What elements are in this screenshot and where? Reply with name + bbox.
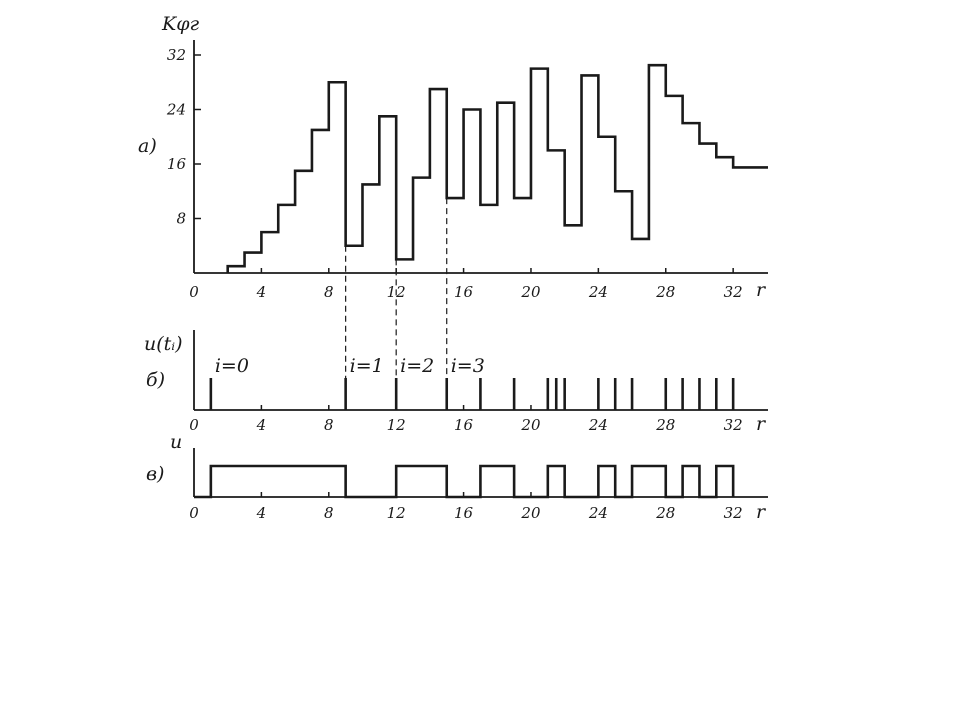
x-tick-label: 32 — [723, 416, 743, 434]
x-tick-label: 4 — [256, 416, 267, 434]
pulse-index-label: i=1 — [349, 355, 384, 377]
y-tick-label: 24 — [166, 100, 186, 119]
x-tick-label: 8 — [324, 283, 334, 301]
x-tick-label: 0 — [189, 283, 199, 301]
y-tick-label: 8 — [176, 209, 186, 228]
panel-a-label: а) — [138, 135, 157, 157]
panel-b-pulse-labels — [215, 355, 485, 377]
x-tick-label: 0 — [189, 504, 199, 522]
x-tick-label: 12 — [386, 504, 406, 522]
panel-a-ylabel: Kφг — [162, 13, 200, 35]
x-tick-label: 28 — [656, 283, 676, 301]
pulse-index-label: i=2 — [400, 355, 435, 377]
x-tick-label: 32 — [723, 283, 743, 301]
x-tick-label: 28 — [656, 504, 676, 522]
panel-b-ylabel: u(tᵢ) — [144, 333, 183, 355]
x-tick-label: 12 — [386, 416, 406, 434]
panel-c-xlabel: r — [756, 501, 766, 523]
x-tick-label: 32 — [723, 504, 743, 522]
x-tick-label: 24 — [588, 504, 608, 522]
x-tick-label: 16 — [454, 504, 474, 522]
x-tick-label: 24 — [588, 283, 608, 301]
x-tick-label: 16 — [454, 283, 474, 301]
panel-b-xlabel: r — [756, 413, 766, 435]
panel-c — [146, 431, 768, 523]
x-tick-label: 4 — [256, 504, 267, 522]
panel-a-y-ticks — [166, 46, 201, 228]
panel-a-xlabel: r — [756, 279, 766, 301]
pulse-index-label: i=3 — [450, 355, 485, 377]
pulse-index-label: i=0 — [214, 355, 249, 377]
y-tick-label: 16 — [166, 155, 186, 173]
y-tick-label: 32 — [166, 46, 186, 64]
panel-c-ylabel: u — [170, 431, 183, 453]
x-tick-label: 20 — [521, 283, 541, 301]
x-tick-label: 4 — [256, 283, 267, 301]
panel-c-label: в) — [146, 463, 165, 485]
x-tick-label: 12 — [386, 283, 406, 301]
x-tick-label: 20 — [521, 504, 541, 522]
x-tick-label: 20 — [521, 416, 541, 434]
x-tick-label: 28 — [656, 416, 676, 434]
x-tick-label: 8 — [324, 416, 334, 434]
panel-b-label: б) — [146, 369, 166, 391]
panel-b-impulses — [211, 378, 733, 410]
x-tick-label: 8 — [324, 504, 334, 522]
panel-b — [144, 330, 768, 435]
x-tick-label: 16 — [454, 416, 474, 434]
panel-a — [138, 13, 768, 301]
panel-a-step-trace — [228, 65, 768, 273]
x-tick-label: 24 — [588, 416, 608, 434]
x-tick-label: 0 — [189, 416, 199, 434]
